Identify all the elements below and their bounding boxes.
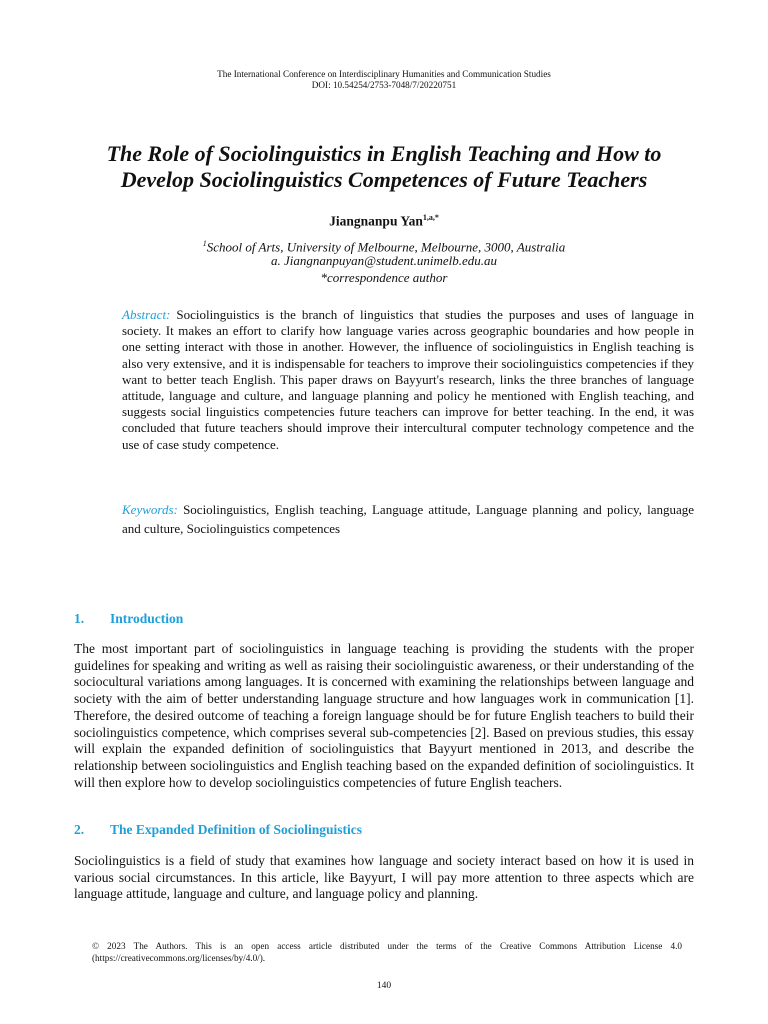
section-number: 1. <box>74 611 85 626</box>
abstract-label: Abstract: <box>122 307 171 322</box>
title-line-2: Develop Sociolinguistics Competences of Future Teachers <box>120 167 648 192</box>
section-heading-introduction <box>74 611 183 627</box>
author-email: a. Jiangnanpuyan@student.unimelb.edu.au <box>270 253 498 268</box>
author-line <box>0 213 768 230</box>
section-number: 2. <box>74 822 85 837</box>
author-name: Jiangnanpu Yan <box>329 213 423 229</box>
doi-line: DOI: 10.54254/2753-7048/7/20220751 <box>311 80 457 90</box>
author-superscript: 1,a,* <box>422 213 439 222</box>
abstract <box>122 307 694 453</box>
paper-title <box>40 141 728 193</box>
license-footnote: © 2023 The Authors. This is an open access article distributed under the terms of the Creative Commons Attribution License 4.0 (https://creativecommons.org/licenses/by/4.0/). <box>92 941 682 963</box>
section-heading-expanded-definition <box>74 822 362 838</box>
abstract-text: Sociolinguistics is the branch of linguistics that studies the purposes and uses of language in society. It makes an effort to clarify how language varies across geographic boundaries and how people in one setting interact with those in another. However, the influence of sociolinguistics in English teaching is also very extensive, and it is indispensable for teachers to improve their sociolinguistics competencies if they want to better teach English. This paper draws on Bayyurt's research, links the three branches of language attitude, language and culture, and language planning and policy he mentioned with English teaching, and suggests social linguistics competencies future teachers can improve for better teaching. In the end, it was concluded that future teachers should improve their intercultural computer technology competence and the use of case study competence. <box>122 307 695 452</box>
page-number: 140 <box>376 981 392 991</box>
affiliation-text: School of Arts, University of Melbourne, Melbourne, 3000, Australia <box>206 239 566 255</box>
conference-header: The International Conference on Interdisciplinary Humanities and Communication Studies <box>217 69 551 79</box>
section-title: Introduction <box>110 611 184 626</box>
keywords <box>122 500 694 538</box>
affiliation-superscript: 1 <box>202 239 207 248</box>
title-line-1: The Role of Sociolinguistics in English Teaching and How to <box>106 141 662 166</box>
section-body-introduction: The most important part of sociolinguistics in language teaching is providing the students with the proper guidelines for speaking and writing as well as raising their sociolinguistic awareness, or their understanding of the sociocultural variations among languages. It is concerned with examining the relationships between language and society with the aim of better understanding language structure and how languages work in communication [1]. Therefore, the desired outcome of teaching a foreign language should be for future English teachers to build their sociolinguistics competence, which comprises several sub-competencies [2]. Based on previous studies, this essay will explain the expanded definition of sociolinguistics that Bayyurt mentioned in 2013, and describe the relationship between sociolinguistics and English teaching based on the expanded definition of sociolinguistics. It will then explore how to develop sociolinguistics competencies of future English teachers. <box>74 641 694 790</box>
section-body-expanded-definition: Sociolinguistics is a field of study that examines how language and society interact based on how it is used in various social circumstances. In this article, like Bayyurt, I will pay more attention to three aspects which are language attitude, language and culture, and language policy and planning. <box>74 853 694 902</box>
keywords-label: Keywords: <box>122 502 178 517</box>
keywords-text: Sociolinguistics, English teaching, Language attitude, Language planning and policy, language and culture, Sociolinguistics competences <box>122 502 695 536</box>
correspondence-note: *correspondence author <box>320 270 448 285</box>
section-title: The Expanded Definition of Sociolinguistics <box>110 822 363 837</box>
